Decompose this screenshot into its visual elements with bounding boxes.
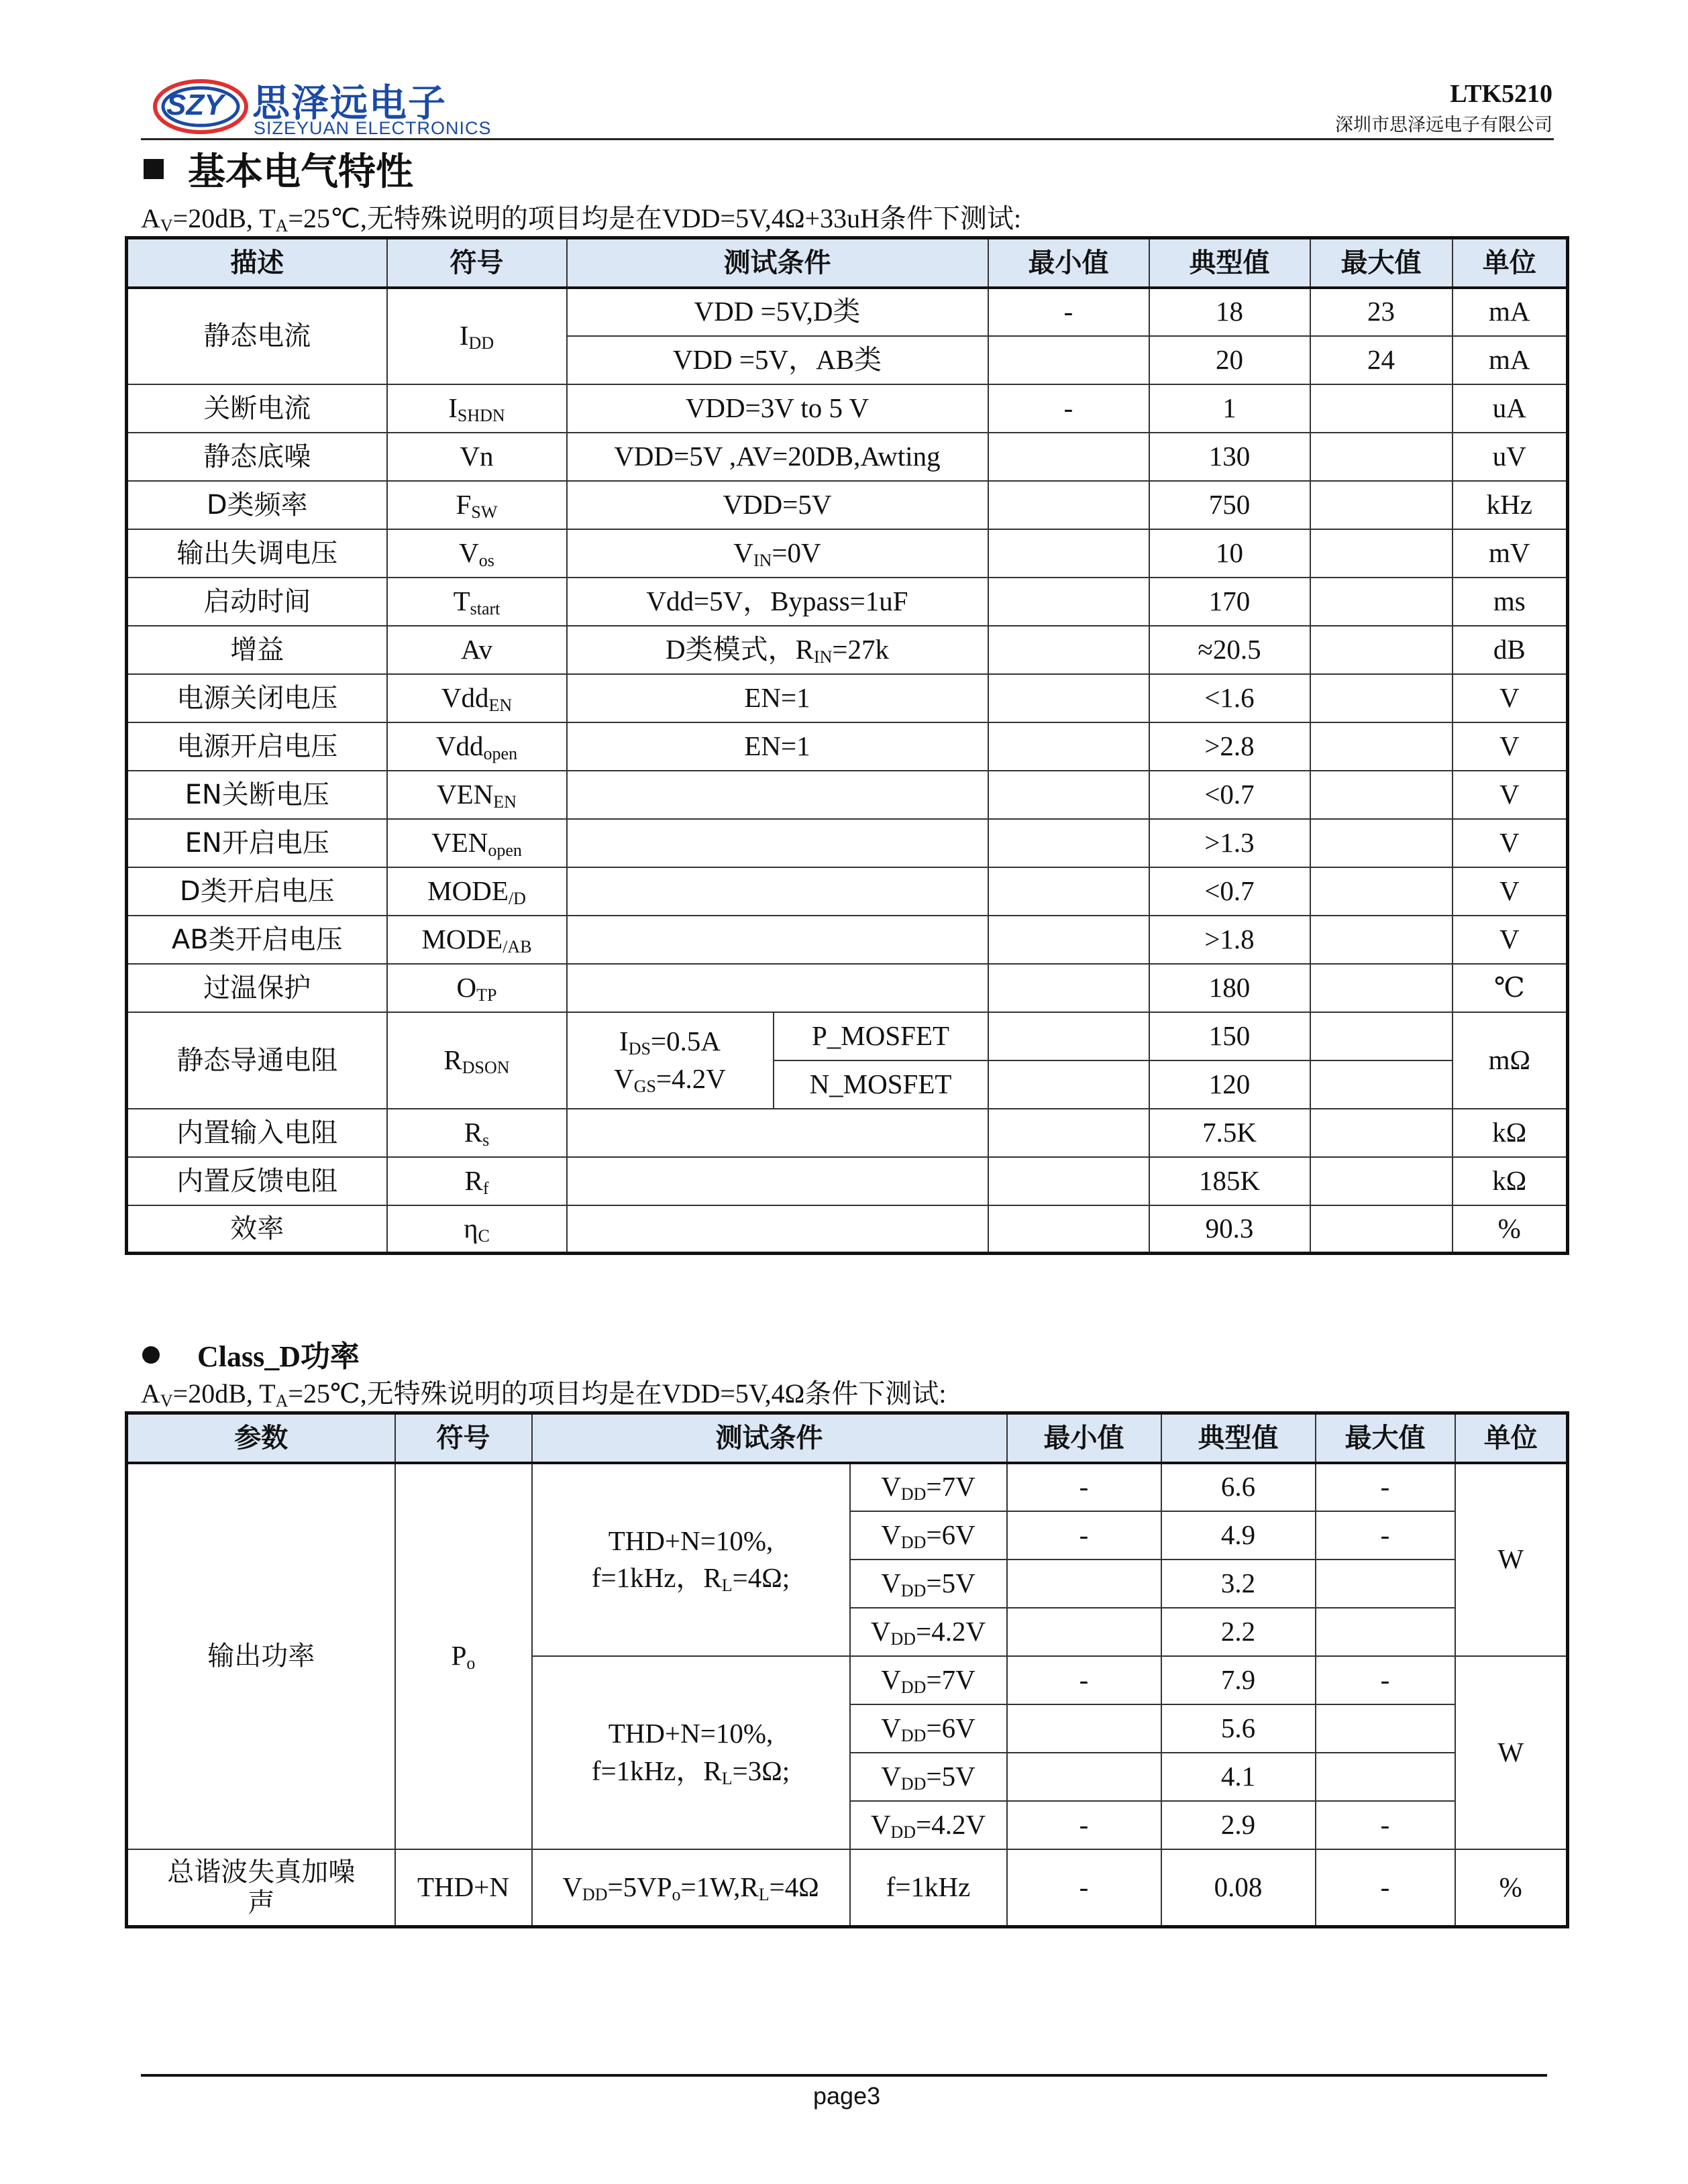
cell-min [1007, 1608, 1161, 1656]
cell-min: - [1007, 1656, 1161, 1704]
cell-condition: VDD =5V,D类 [567, 288, 988, 336]
cell-max: - [1316, 1801, 1455, 1849]
cell-condition [567, 1157, 988, 1205]
cell-condition: VDD =5V，AB类 [567, 336, 988, 384]
cell-min [1007, 1560, 1161, 1608]
cell-unit: uV [1453, 433, 1568, 481]
table-row [127, 1205, 1568, 1254]
cell-min [988, 916, 1149, 964]
cell-vdd: $V_{DD}=5V$ [850, 1753, 1007, 1801]
cell-unit: mA [1453, 336, 1568, 384]
cell-typ: 20 [1149, 336, 1310, 384]
header-divider [141, 138, 1554, 140]
cell-min [988, 964, 1149, 1012]
cell-vdd: $V_{DD}=5V$ [850, 1560, 1007, 1608]
cell-desc: 增益 [127, 626, 387, 674]
cell-condition: EN=1 [567, 722, 988, 771]
cell-max [1310, 481, 1453, 529]
cell-vdd: $V_{DD}=4.2V$ [850, 1608, 1007, 1656]
square-bullet-icon [144, 159, 164, 179]
cell-typ: <0.7 [1149, 771, 1310, 819]
cell-max [1310, 626, 1453, 674]
logo-name-en: SIZEYUAN ELECTRONICS [254, 118, 492, 138]
cell-typ: 7.9 [1161, 1656, 1316, 1704]
cell-unit: dB [1453, 626, 1568, 674]
cell-condition [567, 916, 988, 964]
cell-typ: 750 [1149, 481, 1310, 529]
table-row [127, 867, 1568, 916]
cell-max [1310, 1060, 1453, 1109]
cell-max [1310, 819, 1453, 867]
cell-unit: W [1455, 1656, 1568, 1849]
cell-symbol: $T_{start}$ [387, 578, 567, 626]
cell-typ: 1 [1149, 384, 1310, 433]
header-test-condition: 测试条件 [567, 238, 988, 288]
cell-max: - [1316, 1463, 1455, 1511]
cell-max [1310, 722, 1453, 771]
cell-condition [567, 819, 988, 867]
cell-symbol: Vdd$_{open}$ [387, 722, 567, 771]
table-row [127, 529, 1568, 578]
cell-max [1310, 916, 1453, 964]
cell-symbol: $\eta_C$ [387, 1205, 567, 1254]
cell-max [1310, 1012, 1453, 1060]
cell-symbol: $MODE_{/D}$ [387, 867, 567, 916]
table-row [127, 626, 1568, 674]
cell-typ: <1.6 [1149, 674, 1310, 722]
table-row [127, 384, 1568, 433]
electrical-characteristics-table [125, 236, 1569, 1255]
cell-condition: THD+N=10%, f=1kHz，$R_L=3\Omega$; [532, 1656, 850, 1849]
cell-max: 23 [1310, 288, 1453, 336]
cell-condition: $I_{DS}=0.5A$ $V_{GS}=4.2V$ [567, 1012, 774, 1109]
cell-min [988, 433, 1149, 481]
cell-min [1007, 1753, 1161, 1801]
cell-typ: <0.7 [1149, 867, 1310, 916]
cell-min [988, 529, 1149, 578]
cell-symbol: Vn [387, 433, 567, 481]
table-row [127, 578, 1568, 626]
header-unit: 单位 [1455, 1413, 1568, 1463]
cell-desc: 启动时间 [127, 578, 387, 626]
footer-divider [141, 2074, 1547, 2077]
table-row [127, 1849, 1568, 1927]
cell-symbol: $P_o$ [395, 1463, 532, 1849]
cell-desc: 电源开启电压 [127, 722, 387, 771]
cell-max [1310, 433, 1453, 481]
header-typ: 典型值 [1161, 1413, 1316, 1463]
table-row [127, 674, 1568, 722]
table-row [127, 1157, 1568, 1205]
cell-desc: 关断电流 [127, 384, 387, 433]
cell-max [1310, 964, 1453, 1012]
cell-desc: 总谐波失真加噪声 [127, 1849, 395, 1927]
table-row [127, 722, 1568, 771]
cell-max [1310, 384, 1453, 433]
cell-typ: 2.9 [1161, 1801, 1316, 1849]
cell-vdd: $V_{DD}=6V$ [850, 1511, 1007, 1560]
company-name: 深圳市思泽远电子有限公司 [1335, 115, 1552, 135]
header-max: 最大值 [1316, 1413, 1455, 1463]
cell-condition: Vdd=5V，Bypass=1uF [567, 578, 988, 626]
cell-unit: V [1453, 867, 1568, 916]
cell-condition-sub: N_MOSFET [774, 1060, 988, 1109]
cell-symbol: $R_f$ [387, 1157, 567, 1205]
cell-min: - [1007, 1849, 1161, 1927]
cell-typ: 7.5K [1149, 1109, 1310, 1157]
cell-desc: 输出功率 [127, 1463, 395, 1849]
cell-typ: 180 [1149, 964, 1310, 1012]
round-bullet-icon [142, 1346, 160, 1364]
cell-min: - [1007, 1463, 1161, 1511]
header-unit: 单位 [1453, 238, 1568, 288]
cell-min: - [1007, 1511, 1161, 1560]
cell-unit: mV [1453, 529, 1568, 578]
cell-symbol: THD+N [395, 1849, 532, 1927]
cell-min [988, 1109, 1149, 1157]
page-number: page3 [813, 2082, 881, 2110]
table-row [127, 1109, 1568, 1157]
cell-max [1310, 1205, 1453, 1254]
cell-desc: EN关断电压 [127, 771, 387, 819]
cell-unit: % [1453, 1205, 1568, 1254]
cell-condition [567, 771, 988, 819]
cell-unit: % [1455, 1849, 1568, 1927]
company-logo [152, 75, 492, 140]
table-row [127, 1012, 1568, 1060]
header-typ: 典型值 [1149, 238, 1310, 288]
cell-unit: V [1453, 916, 1568, 964]
logo-mark-text: SZY [166, 89, 224, 121]
section1-test-condition: $A_V=20dB$, $T_A=25℃$,无特殊说明的项目均是在VDD=5V,4Ω+33uH条件下测试: [141, 203, 1022, 235]
cell-symbol: $R_{DSON}$ [387, 1012, 567, 1109]
cell-symbol: $R_s$ [387, 1109, 567, 1157]
cell-min [988, 578, 1149, 626]
cell-condition: VDD=3V to 5 V [567, 384, 988, 433]
logo-name-cn: 思泽远电子 [252, 82, 447, 125]
table-row [127, 288, 1568, 336]
cell-desc: 内置输入电阻 [127, 1109, 387, 1157]
cell-typ: 4.9 [1161, 1511, 1316, 1560]
cell-typ: >1.8 [1149, 916, 1310, 964]
cell-max [1310, 578, 1453, 626]
cell-condition: THD+N=10%, f=1kHz，$R_L=4\Omega$; [532, 1463, 850, 1656]
cell-condition: VDD=5V ,AV=20DB,Awting [567, 433, 988, 481]
cell-symbol: $VEN_{open}$ [387, 819, 567, 867]
cell-min [988, 1060, 1149, 1109]
table-row [127, 771, 1568, 819]
cell-unit: ms [1453, 578, 1568, 626]
table-header-row [127, 1413, 1568, 1463]
cell-max [1310, 867, 1453, 916]
document-id: LTK5210 [1450, 80, 1552, 108]
header-desc: 描述 [127, 238, 387, 288]
cell-typ: 170 [1149, 578, 1310, 626]
cell-unit: V [1453, 771, 1568, 819]
cell-unit: W [1455, 1463, 1568, 1656]
cell-desc: 静态导通电阻 [127, 1012, 387, 1109]
cell-condition: $V_{DD}=5VP_o=1W,R_L=4\Omega$ [532, 1849, 850, 1927]
cell-desc: AB类开启电压 [127, 916, 387, 964]
cell-symbol: $F_{SW}$ [387, 481, 567, 529]
cell-max [1310, 1109, 1453, 1157]
cell-desc: EN开启电压 [127, 819, 387, 867]
cell-max [1316, 1704, 1455, 1753]
section-title-electrical: 基本电气特性 [144, 142, 413, 196]
cell-max [1316, 1608, 1455, 1656]
cell-unit: kHz [1453, 481, 1568, 529]
cell-symbol: Av [387, 626, 567, 674]
cell-symbol: $O_{TP}$ [387, 964, 567, 1012]
header-symbol: 符号 [387, 238, 567, 288]
cell-typ: 3.2 [1161, 1560, 1316, 1608]
cell-min [988, 481, 1149, 529]
cell-min: - [988, 288, 1149, 336]
cell-min [988, 867, 1149, 916]
cell-unit: uA [1453, 384, 1568, 433]
cell-max [1316, 1560, 1455, 1608]
cell-min [988, 336, 1149, 384]
cell-symbol: Vdd$_{EN}$ [387, 674, 567, 722]
table-row [127, 819, 1568, 867]
cell-desc: 内置反馈电阻 [127, 1157, 387, 1205]
cell-desc: 电源关闭电压 [127, 674, 387, 722]
cell-typ: 5.6 [1161, 1704, 1316, 1753]
cell-min [988, 771, 1149, 819]
cell-max [1316, 1753, 1455, 1801]
cell-symbol: $I_{SHDN}$ [387, 384, 567, 433]
cell-unit: V [1453, 674, 1568, 722]
header-symbol: 符号 [395, 1413, 532, 1463]
cell-symbol: $VEN_{EN}$ [387, 771, 567, 819]
cell-desc: 输出失调电压 [127, 529, 387, 578]
cell-vdd: $V_{DD}=7V$ [850, 1656, 1007, 1704]
cell-condition-sub: P_MOSFET [774, 1012, 988, 1060]
cell-typ: >2.8 [1149, 722, 1310, 771]
cell-condition: $V_{IN}=0V$ [567, 529, 988, 578]
cell-typ: 0.08 [1161, 1849, 1316, 1927]
cell-unit: V [1453, 819, 1568, 867]
cell-desc: D类开启电压 [127, 867, 387, 916]
cell-unit: ℃ [1453, 964, 1568, 1012]
cell-typ: 130 [1149, 433, 1310, 481]
cell-vdd: $V_{DD}=6V$ [850, 1704, 1007, 1753]
cell-typ: 150 [1149, 1012, 1310, 1060]
cell-condition: EN=1 [567, 674, 988, 722]
cell-min [988, 722, 1149, 771]
cell-condition [567, 1109, 988, 1157]
cell-min: - [1007, 1801, 1161, 1849]
cell-symbol: $I_{DD}$ [387, 288, 567, 384]
cell-min [988, 1157, 1149, 1205]
cell-typ: 90.3 [1149, 1205, 1310, 1254]
cell-condition [567, 964, 988, 1012]
cell-typ: 6.6 [1161, 1463, 1316, 1511]
cell-min [988, 1205, 1149, 1254]
table-row [127, 916, 1568, 964]
header-test-condition: 测试条件 [532, 1413, 1007, 1463]
cell-min [988, 674, 1149, 722]
header-min: 最小值 [1007, 1413, 1161, 1463]
cell-max: - [1316, 1656, 1455, 1704]
table-header-row [127, 238, 1568, 288]
cell-condition: VDD=5V [567, 481, 988, 529]
cell-min [988, 1012, 1149, 1060]
cell-max [1310, 1157, 1453, 1205]
cell-unit: kΩ [1453, 1157, 1568, 1205]
cell-max [1310, 529, 1453, 578]
cell-desc: 过温保护 [127, 964, 387, 1012]
cell-desc: 效率 [127, 1205, 387, 1254]
cell-vdd: $V_{DD}=4.2V$ [850, 1801, 1007, 1849]
cell-max: - [1316, 1511, 1455, 1560]
header-param: 参数 [127, 1413, 395, 1463]
cell-unit: mA [1453, 288, 1568, 336]
cell-min [988, 626, 1149, 674]
cell-max: 24 [1310, 336, 1453, 384]
section-title-class-d-power: Class_D功率 [142, 1332, 360, 1375]
table-row [127, 964, 1568, 1012]
cell-vdd: $V_{DD}=7V$ [850, 1463, 1007, 1511]
cell-typ: 10 [1149, 529, 1310, 578]
cell-typ: 18 [1149, 288, 1310, 336]
cell-typ: ≈20.5 [1149, 626, 1310, 674]
cell-symbol: $V_{os}$ [387, 529, 567, 578]
cell-min [1007, 1704, 1161, 1753]
header-min: 最小值 [988, 238, 1149, 288]
class-d-power-table [125, 1411, 1569, 1928]
table-row [127, 1463, 1568, 1511]
cell-condition: D类模式，$R_{IN}=27k$ [567, 626, 988, 674]
cell-condition-sub: f=1kHz [850, 1849, 1007, 1927]
cell-typ: 120 [1149, 1060, 1310, 1109]
cell-typ: >1.3 [1149, 819, 1310, 867]
cell-min: - [988, 384, 1149, 433]
cell-symbol: $MODE_{/AB}$ [387, 916, 567, 964]
cell-unit: V [1453, 722, 1568, 771]
cell-min [988, 819, 1149, 867]
cell-desc: 静态电流 [127, 288, 387, 384]
cell-condition [567, 1205, 988, 1254]
cell-unit: mΩ [1453, 1012, 1568, 1109]
cell-unit: kΩ [1453, 1109, 1568, 1157]
section2-test-condition: $A_V=20dB$, $T_A=25℃$,无特殊说明的项目均是在VDD=5V,4Ω条件下测试: [141, 1378, 947, 1411]
cell-typ: 2.2 [1161, 1608, 1316, 1656]
cell-desc: 静态底噪 [127, 433, 387, 481]
header-max: 最大值 [1310, 238, 1453, 288]
cell-condition [567, 867, 988, 916]
cell-max: - [1316, 1849, 1455, 1927]
cell-desc: D类频率 [127, 481, 387, 529]
cell-max [1310, 771, 1453, 819]
table-row [127, 481, 1568, 529]
cell-typ: 185K [1149, 1157, 1310, 1205]
cell-typ: 4.1 [1161, 1753, 1316, 1801]
cell-max [1310, 674, 1453, 722]
table-row [127, 433, 1568, 481]
